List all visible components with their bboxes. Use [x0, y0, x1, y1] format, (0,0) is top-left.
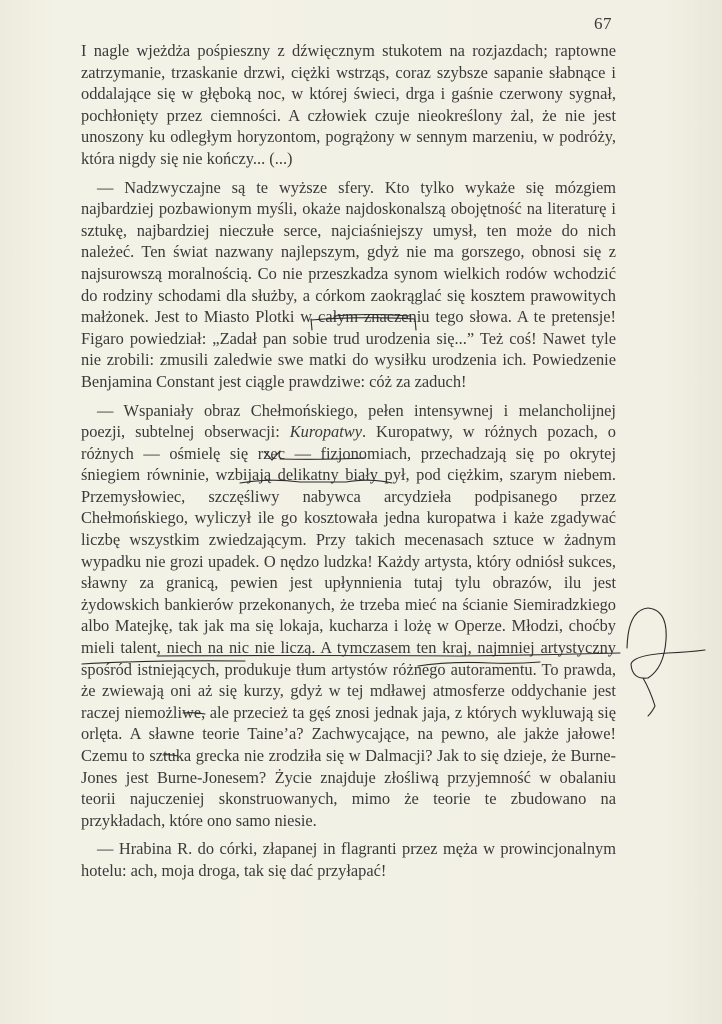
paragraph-4: — Hrabina R. do córki, złapanej in flagranti przez męża w prowincjonalnym hotelu: ach, moja droga, tak się dać przyłapać!	[81, 839, 616, 880]
page-body	[81, 40, 616, 882]
page-number: 67	[594, 14, 612, 33]
paragraph-1: I nagle wjeżdża pośpieszny z dźwięcznym stukotem na rozjazdach; raptowne zatrzymanie, trzaskanie drzwi, ciężki wstrząs, coraz szybsze sapanie słabnące i oddalające się w głęboką noc, w której świeci, drga i gaśnie czerwony sygnał, pochłonięty przez ciemności. A człowiek czuje nieokreślony żal, że nie jest unoszony ku odległym horyzontom, pogrążony w sennym marzeniu, w podróży, która nigdy się nie kończy... (...)	[81, 41, 616, 168]
margin-stroke	[643, 678, 655, 716]
margin-loop	[627, 608, 705, 678]
paragraph-3	[81, 400, 616, 832]
painting-title: Kuropatwy	[289, 422, 362, 442]
paragraph-3-text-b: . Kuropatwy, w różnych pozach, o różnych — ośmielę się rzec — fizjonomiach, przechadzają się po okrytej śniegiem równinie, wzbijają delikatny biały pył, pod ciężkim, szarym niebem. Przemysłowiec, szczęśliwy nabywca arcydzieła podpisanego przez Chełmońskiego, wyliczył ile go kosztowała jedna kuropatwa i każe zgadywać liczbę wszystkim zwiedzającym. Przy takich mecenasach sztuce w żadnym wypadku nie grozi upadek. O nędzo ludzka! Każdy artysta, który odniósł sukces, sławny za granicą, pewien jest upłynnienia tutaj tylu obrazów, ilu jest żydowskich bankierów przekonanych, że trzeba mieć na ścianie Siemiradzkiego albo Matejkę, tak jak ma się lokaja, kucharza i lożę w Operze. Młodzi, choćby mieli talent, niech na nic nie liczą. A tymczasem ten kraj, najmniej artystyczny spośród istniejących, produkuje tłum artystów różnego autoramentu. To prawda, że zwiewają oni aż się kurzy, gdyż w tej mdławej atmosferze oddychanie jest raczej niemożliwe, ale przecież ta gęś znosi jednak jaja, z których wykluwają się orlęta. A sławne teorie Taine’a? Zachwycające, na pewno, ale jakże jałowe! Czemu to sztuka grecka nie zrodziła się w Dalmacji? Jak to się dzieje, że Burne-Jones jest Burne-Jonesem? Życie znajduje złośliwą przyjemność w obalaniu teorii najuczeniej skonstruowanych, mimo że teorie te zbudowano na przykładach, które ono samo niesie.	[81, 422, 616, 830]
paragraph-2: — Nadzwyczajne są te wyższe sfery. Kto tylko wykaże się mózgiem najbardziej pozbawionym myśli, okaże najdoskonalszą obojętność na literaturę i sztukę, najbardziej nieczułe serce, najciaśniejszy umysł, ten może do nich należeć. Ten świat nazwany najlepszym, gdyż nie ma gorszego, obnosi się z najsurowszą moralnością. Co nie przeszkadza synom wielkich rodów wchodzić do rodziny schodami dla służby, a córkom zaokrąglać się kosztem prawowitych małżonek. Jest to Miasto Plotki w całym znaczeniu tego słowa. A te pretensje! Figaro powiedział: „Zadał pan sobie trud urodzenia się...” Też coś! Nawet tyle nie zrobili: zmusili zaledwie swe matki do wysiłku urodzenia ich. Powiedzenie Benjamina Constant jest ciągle prawdziwe: cóż za zaduch!	[81, 177, 616, 391]
paragraph-3-text-a: — Wspaniały obraz Chełmońskiego, pełen intensywnej i melancholijnej poezji, subtelnej obserwacji:	[81, 400, 616, 442]
